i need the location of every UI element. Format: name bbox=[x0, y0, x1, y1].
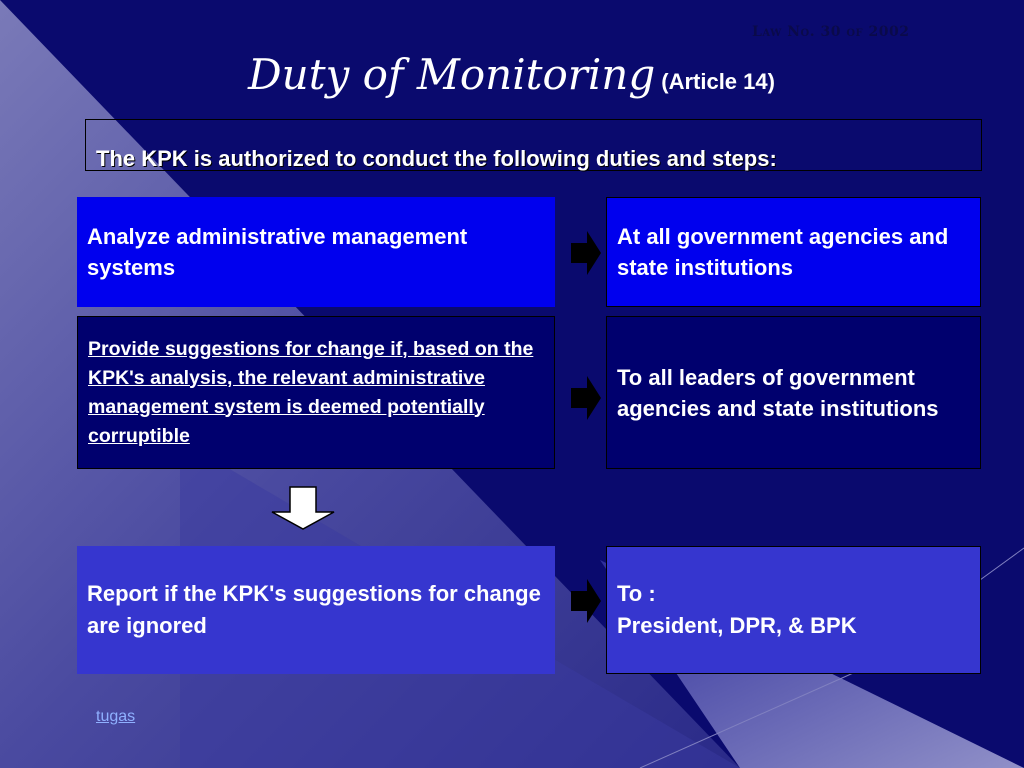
target-leaders-box bbox=[606, 316, 981, 469]
tugas-link[interactable]: tugas bbox=[96, 708, 136, 725]
target-agencies-box bbox=[606, 197, 981, 307]
target-president-box bbox=[606, 546, 981, 674]
right-arrow-icon bbox=[571, 376, 601, 420]
target-to-label: To : bbox=[617, 581, 656, 606]
down-arrow-icon bbox=[270, 486, 336, 530]
intro-text: The KPK is authorized to conduct the following duties and steps: bbox=[96, 146, 777, 171]
target-president-text bbox=[617, 578, 857, 642]
slide-title bbox=[248, 50, 775, 99]
title-main: Duty of Monitoring bbox=[248, 50, 656, 99]
target-agencies-text: At all government agencies and state institutions bbox=[617, 224, 949, 280]
right-arrow-icon bbox=[571, 231, 601, 275]
duty-report-box bbox=[77, 546, 555, 674]
duty-analyze-text: Analyze administrative management systems bbox=[87, 224, 468, 280]
duty-suggest-box[interactable] bbox=[77, 316, 555, 469]
duty-analyze-box bbox=[77, 197, 555, 307]
title-article: (Article 14) bbox=[661, 69, 775, 94]
duty-suggest-link[interactable]: Provide suggestions for change if, based on the KPK's analysis, the relevant administrative management system is deemed potentially corruptible bbox=[88, 337, 534, 447]
duty-report-text: Report if the KPK's suggestions for change are ignored bbox=[87, 581, 541, 638]
law-number: Law No. 30 of 2002 bbox=[752, 24, 910, 40]
target-leaders-text: To all leaders of government agencies and state institutions bbox=[617, 364, 939, 421]
right-arrow-icon bbox=[571, 579, 601, 623]
target-recipients: President, DPR, & BPK bbox=[617, 613, 857, 638]
